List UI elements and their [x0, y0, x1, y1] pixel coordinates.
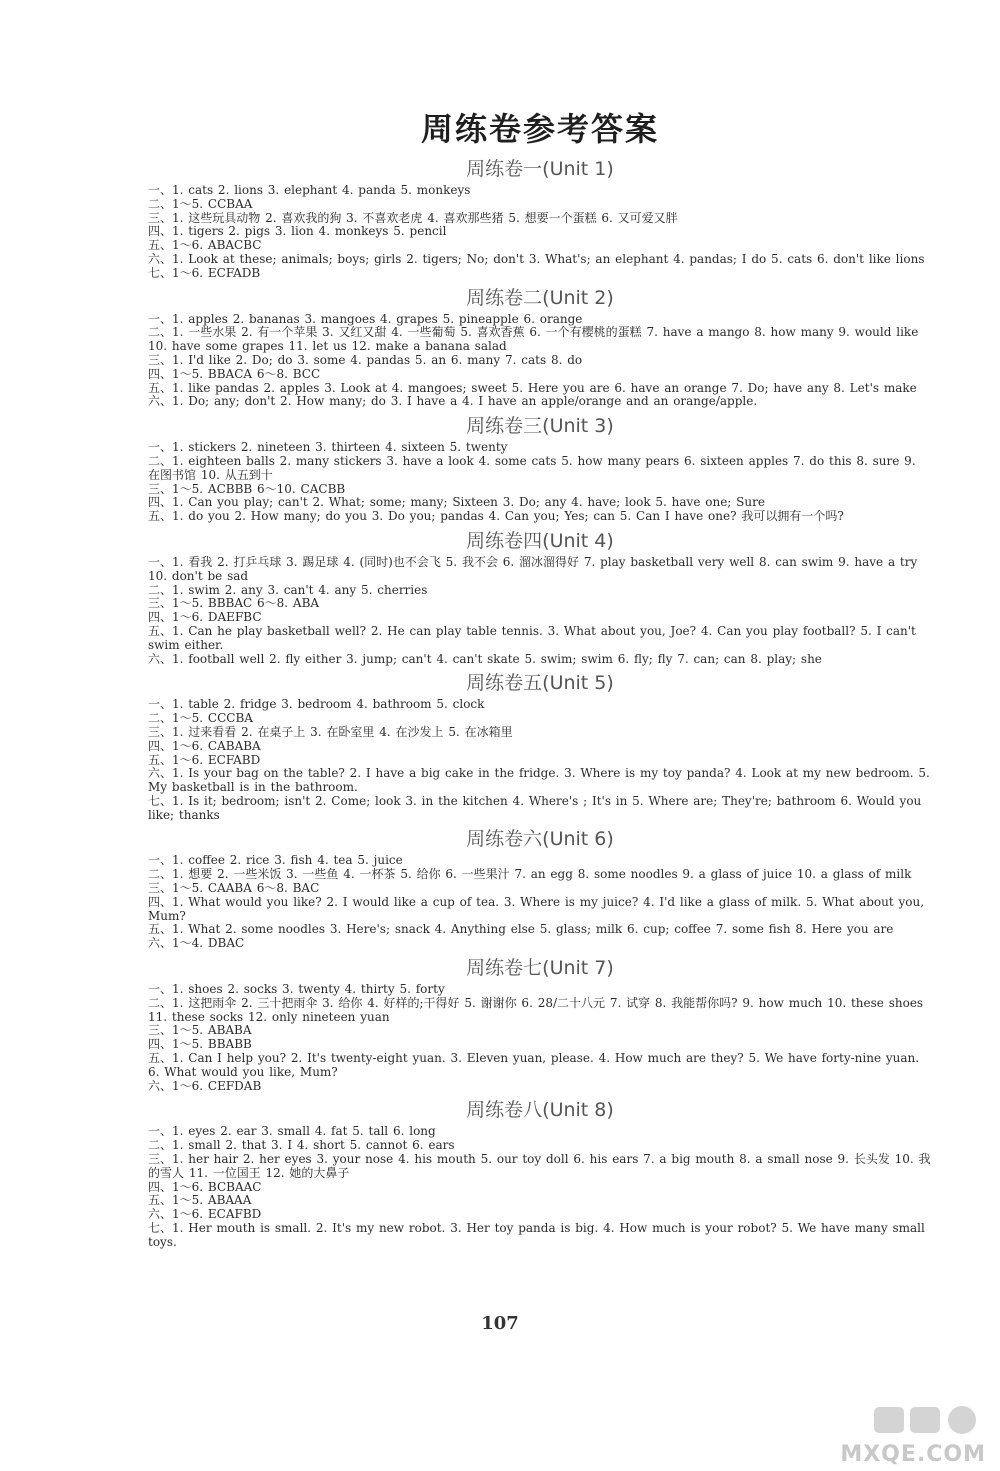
section-title: 周练卷五(Unit 5) [466, 672, 614, 695]
section-title: 周练卷八(Unit 8) [466, 1099, 614, 1122]
sections-container [148, 154, 932, 1250]
answer-line: 五、1～6. ECFABD [148, 752, 261, 767]
answer-line: 六、1. Is your bag on the table? 2. I have a big cake in the fridge. 3. Where is my toy panda? 4. Look at my new bedroom. 5. My basketball is in the bathroom. [148, 766, 930, 795]
answer-line: 三、1～5. ACBBB 6～10. CACBB [148, 481, 346, 496]
answer-line: 五、1～6. ABACBC [148, 238, 262, 253]
answer-line: 三、1～5. CAABA 6～8. BAC [148, 881, 320, 896]
answer-line: 一、1. stickers 2. nineteen 3. thirteen 4. sixteen 5. twenty [148, 440, 508, 455]
answer-line: 一、1. table 2. fridge 3. bedroom 4. bathroom 5. clock [148, 697, 485, 712]
answer-line: 二、1. 这把雨伞 2. 三十把雨伞 3. 给你 4. 好样的;干得好 5. 谢谢你 6. 28/二十八元 7. 试穿 8. 我能帮你吗? 9. how much 10. these shoes 11. these socks 12. only nineteen yuan [148, 995, 924, 1024]
answer-line: 一、1. cats 2. lions 3. elephant 4. panda 5. monkeys [148, 183, 471, 197]
answer-line: 六、1. Look at these; animals; boys; girls 2. tigers; No; don't 3. What's; an elephant 4. pandas; I do 5. cats 6. don't like lions [148, 251, 925, 266]
answer-line: 四、1～6. CABABA [148, 738, 261, 753]
answer-line: 四、1～5. BBABB [148, 1037, 252, 1052]
section-title: 周练卷六(Unit 6) [466, 828, 614, 851]
answer-line: 三、1～5. ABABA [148, 1023, 252, 1038]
answer-line: 五、1. Can he play basketball well? 2. He can play table tennis. 3. What about you, Joe? 4. Can you play football? 5. I can't swim either. [148, 623, 916, 652]
answer-line: 七、1～6. ECFADB [148, 265, 261, 280]
answer-line: 六、1～4. DBAC [148, 936, 245, 951]
answer-line: 二、1. eighteen balls 2. many stickers 3. have a look 4. some cats 5. how many pears 6. sixteen apples 7. do this 8. sure 9. 在图书馆 10. 从五到十 [148, 453, 916, 482]
answer-line: 二、1. swim 2. any 3. can't 4. any 5. cherries [148, 582, 428, 597]
answer-line: 一、1. apples 2. bananas 3. mangoes 4. grapes 5. pineapple 6. orange [148, 311, 583, 326]
page-number: 107 [481, 1313, 519, 1334]
site-watermark [812, 1403, 992, 1467]
answer-line: 五、1. do you 2. How many; do you 3. Do you; pandas 4. Can you; Yes; can 5. Can I have one? 我可以拥有一个吗? [148, 509, 844, 524]
answer-line: 四、1. tigers 2. pigs 3. lion 4. monkeys 5. pencil [148, 224, 447, 239]
answer-line: 一、1. coffee 2. rice 3. fish 4. tea 5. juice [148, 853, 403, 868]
answer-line: 五、1. What 2. some noodles 3. Here's; snack 4. Anything else 5. glass; milk 6. cup; coffee 7. some fish 8. Here you are [148, 922, 894, 937]
answer-line: 二、1～5. CCCBA [148, 711, 253, 726]
section-title: 周练卷七(Unit 7) [466, 957, 614, 980]
answer-line: 四、1～5. BBACA 6～8. BCC [148, 366, 321, 381]
answer-line: 二、1. 一些水果 2. 有一个苹果 3. 又红又甜 4. 一些葡萄 5. 喜欢香蕉 6. 一个有樱桃的蛋糕 7. have a mango 8. how many 9. would like 10. have some grapes 11. let us 12. make a banana salad [148, 325, 919, 354]
answer-line: 四、1～6. BCBAAC [148, 1179, 262, 1194]
answer-line: 三、1. I'd like 2. Do; do 3. some 4. pandas 5. an 6. many 7. cats 8. do [148, 352, 583, 367]
answer-line: 七、1. Her mouth is small. 2. It's my new robot. 3. Her toy panda is big. 4. How much is your robot? 5. We have many small toys. [148, 1221, 925, 1249]
answer-line: 五、1～5. ABAAA [148, 1193, 252, 1208]
answer-line: 五、1. like pandas 2. apples 3. Look at 4. mangoes; sweet 5. Here you are 6. have an orange 7. Do; have any 8. Let's make [148, 380, 917, 395]
answer-line: 五、1. Can I help you? 2. It's twenty-eight yuan. 3. Eleven yuan, please. 4. How much are they? 5. We have forty-nine yuan. 6. What would you like, Mum? [148, 1051, 920, 1079]
answer-line: 三、1. 这些玩具动物 2. 喜欢我的狗 3. 不喜欢老虎 4. 喜欢那些猪 5. 想要一个蛋糕 6. 又可爱又胖 [148, 210, 678, 225]
answer-line: 三、1. her hair 2. her eyes 3. your nose 4. his mouth 5. our toy doll 6. his ears 7. a big mouth 8. a small nose 9. 长头发 10. 我的雪人 11. 一位国王 12. 她的大鼻子 [148, 1152, 931, 1180]
answer-page [148, 108, 932, 1250]
answer-line: 七、1. Is it; bedroom; isn't 2. Come; look 3. in the kitchen 4. Where's ; It's in 5. Where are; They're; bathroom 6. Would you like; thanks [148, 793, 922, 822]
answer-line: 六、1～6. CEFDAB [148, 1078, 262, 1093]
section-title: 周练卷一(Unit 1) [466, 158, 614, 180]
answer-line: 三、1～5. BBBAC 6～8. ABA [148, 596, 320, 611]
answer-line: 一、1. eyes 2. ear 3. small 4. fat 5. tall 6. long [148, 1124, 436, 1139]
watermark-logo-icon [872, 1403, 982, 1437]
answer-line: 二、1. small 2. that 3. I 4. short 5. cannot 6. ears [148, 1138, 455, 1153]
answer-line: 六、1～6. ECAFBD [148, 1207, 262, 1222]
answer-line: 二、1. 想要 2. 一些米饭 3. 一些鱼 4. 一杯茶 5. 给你 6. 一些果汁 7. an egg 8. some noodles 9. a glass of juice 10. a glass of milk [148, 867, 912, 882]
section-title: 周练卷二(Unit 2) [466, 286, 614, 309]
watermark-url: MXQE.COM [840, 1442, 986, 1467]
answer-line: 一、1. 看我 2. 打乒乓球 3. 踢足球 4. (同时)也不会飞 5. 我不会 6. 溜冰溜得好 7. play basketball very well 8. can swim 9. have a try 10. don't be sad [148, 554, 918, 583]
page-title: 周练卷参考答案 [420, 110, 659, 148]
section-title: 周练卷三(Unit 3) [466, 415, 614, 438]
answer-line: 一、1. shoes 2. socks 3. twenty 4. thirty 5. forty [148, 982, 445, 997]
section-title: 周练卷四(Unit 4) [466, 529, 614, 552]
answer-line: 二、1～5. CCBAA [148, 196, 253, 211]
answer-line: 六、1. football well 2. fly either 3. jump; can't 4. can't skate 5. swim; swim 6. fly; fly 7. can; can 8. play; she [148, 651, 822, 666]
answer-line: 三、1. 过来看看 2. 在桌子上 3. 在卧室里 4. 在沙发上 5. 在冰箱里 [148, 724, 513, 739]
answer-line: 六、1. Do; any; don't 2. How many; do 3. I have a 4. I have an apple/orange and an orange/apple. [148, 394, 758, 409]
answer-line: 四、1. What would you like? 2. I would like a cup of tea. 3. Where is my juice? 4. I'd like a glass of milk. 5. What about you, Mum? [148, 894, 925, 923]
answer-line: 四、1. Can you play; can't 2. What; some; many; Sixteen 3. Do; any 4. have; look 5. have one; Sure [148, 495, 765, 510]
answer-line: 四、1～6. DAEFBC [148, 610, 262, 625]
